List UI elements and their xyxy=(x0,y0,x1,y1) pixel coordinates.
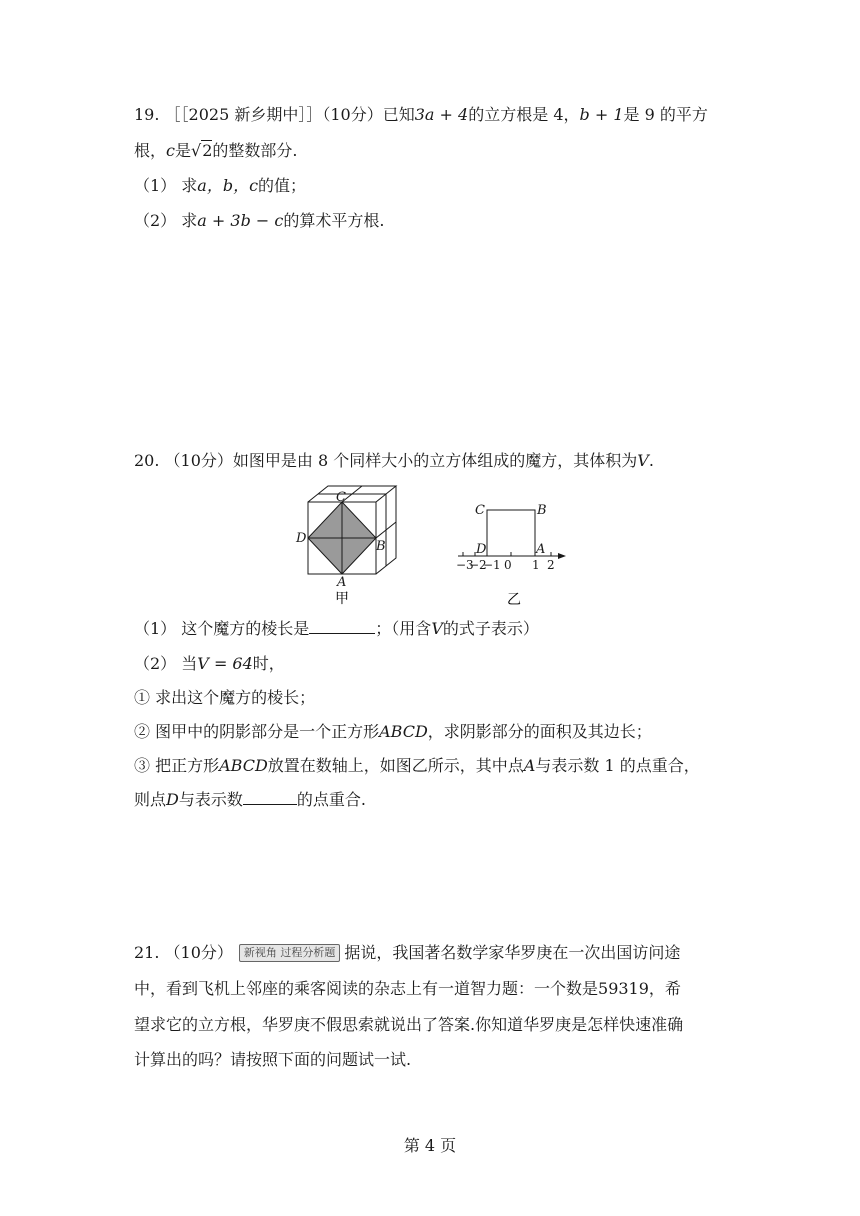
q20-sub3-text: 的点重合. xyxy=(296,790,366,809)
tick-label: −1 xyxy=(483,558,501,572)
q19-part1-vars: a，b，c xyxy=(197,176,259,195)
figure-yi xyxy=(452,498,582,608)
q20-part1-hint: 的式子表示） xyxy=(442,619,539,638)
q19-part2-label: （2） xyxy=(134,211,177,230)
q20-line1 xyxy=(134,451,654,471)
jia-caption: 甲 xyxy=(335,591,349,607)
q20-part1-label: （1） xyxy=(134,619,177,638)
q19-part2 xyxy=(134,211,384,231)
q21-tag-badge: 新视角 过程分析题 xyxy=(239,944,341,962)
q20-part1-text: 这个魔方的棱长是 xyxy=(181,619,310,638)
q20-part1-hint: ；（用含 xyxy=(375,619,432,638)
q20-stem-end: . xyxy=(648,451,654,470)
number-line-arrow-icon xyxy=(558,553,566,559)
yi-label-c: C xyxy=(475,503,485,518)
q19-expr2: b + 1 xyxy=(579,105,624,124)
q20-sub3-line2 xyxy=(134,790,366,810)
answer-blank[interactable] xyxy=(243,790,297,805)
q20-part1-var: V xyxy=(431,619,443,638)
q19-stem-text: 根， xyxy=(134,141,167,160)
q21-number: 21. xyxy=(134,943,160,962)
q19-part1-label: （1） xyxy=(134,176,177,195)
q20-sub2-text: ② 图甲中的阴影部分是一个正方形 xyxy=(134,722,380,741)
page-number: 第 4 页 xyxy=(403,1136,457,1155)
q19-line1 xyxy=(134,105,708,125)
q19-sqrt-num: 2 xyxy=(202,141,213,160)
q19-line2 xyxy=(134,141,297,161)
q20-part1 xyxy=(134,619,539,639)
q20-points: （10分） xyxy=(164,451,233,470)
q20-part2-label: （2） xyxy=(134,654,177,673)
q20-part2-text: 当 xyxy=(181,654,198,673)
q20-sub3-text: 放置在数轴上，如图乙所示，其中点 xyxy=(267,756,524,775)
q20-sub3-text: 与表示数 xyxy=(178,790,243,809)
q20-part2-text: 时， xyxy=(252,654,285,673)
tick-label: 0 xyxy=(504,558,512,572)
yi-label-a: A xyxy=(536,542,546,557)
q19-number: 19. xyxy=(134,105,160,124)
yi-label-d: D xyxy=(476,542,487,557)
q19-points: （10分） xyxy=(322,105,383,124)
q21-line2 xyxy=(134,979,681,999)
q19-part2-expr: a + 3b − c xyxy=(197,211,284,230)
q20-sub2-text: ，求阴影部分的面积及其边长； xyxy=(427,722,652,741)
q20-part2 xyxy=(134,654,285,674)
q21-text: 计算出的吗？请按照下面的问题试一试. xyxy=(134,1050,412,1069)
figure-jia xyxy=(292,482,422,608)
q20-sub2-var: ABCD xyxy=(379,722,428,741)
q19-stem-text: 是 9 的平方 xyxy=(623,105,708,124)
answer-blank[interactable] xyxy=(309,619,375,634)
q20-sub2 xyxy=(134,722,652,742)
q19-part2-text: 的算术平方根. xyxy=(283,211,385,230)
q21-text: ，希 xyxy=(648,979,681,998)
yi-square-abcd xyxy=(487,510,535,556)
q19-source: ［［2025 新乡期中］］ xyxy=(164,105,323,124)
q19-stem-text: 已知 xyxy=(382,105,415,124)
q19-part2-text: 求 xyxy=(181,211,198,230)
q20-var-v: V xyxy=(637,451,649,470)
q19-part1 xyxy=(134,176,306,196)
q20-sub1 xyxy=(134,688,315,708)
q20-sub3-text: ③ 把正方形 xyxy=(134,756,220,775)
jia-label-a: A xyxy=(337,575,347,590)
yi-label-b: B xyxy=(537,503,547,518)
jia-label-b: B xyxy=(376,539,386,554)
q20-part2-expr: V = 64 xyxy=(197,654,253,673)
tick-label: 2 xyxy=(547,558,555,572)
q20-stem: 如图甲是由 8 个同样大小的立方体组成的魔方，其体积为 xyxy=(232,451,638,470)
q20-sub3-line1 xyxy=(134,756,700,776)
sqrt-radical-icon: √ xyxy=(191,141,202,160)
q20-sub3-var-d: D xyxy=(166,790,179,809)
yi-caption: 乙 xyxy=(507,592,521,608)
q19-expr1: 3a + 4 xyxy=(414,105,469,124)
q20-sub3-text: 与表示数 1 的点重合， xyxy=(535,756,700,775)
q19-stem-text: 的整数部分. xyxy=(212,141,298,160)
q21-text: 中，看到飞机上邻座的乘客阅读的杂志上有一道智力题：一个数是 xyxy=(134,979,599,998)
q21-text: 望求它的立方根，华罗庚不假思索就说出了答案.你知道华罗庚是怎样快速准确 xyxy=(134,1015,684,1034)
q19-part1-text: 的值； xyxy=(258,176,307,195)
q19-stem-text: 是 xyxy=(174,141,191,160)
q20-sub1-text: ① 求出这个魔方的棱长； xyxy=(134,688,316,707)
jia-label-d: D xyxy=(296,531,307,546)
q19-part1-text: 求 xyxy=(181,176,198,195)
q20-sub3-text: 则点 xyxy=(134,790,167,809)
q19-var-c: c xyxy=(166,141,175,160)
q20-number: 20. xyxy=(134,451,160,470)
q21-points: （10分） xyxy=(164,943,233,962)
q19-stem-text: 的立方根是 4， xyxy=(468,105,580,124)
q21-text: 据说，我国著名数学家华罗庚在一次出国访问途 xyxy=(344,943,681,962)
q21-number-value: 59319 xyxy=(598,979,649,998)
q21-line4 xyxy=(134,1050,411,1070)
tick-label: −3 xyxy=(456,558,474,572)
q20-sub3-var: ABCD xyxy=(219,756,268,775)
q21-line3 xyxy=(134,1015,683,1035)
q20-sub3-var-a: A xyxy=(523,756,536,775)
jia-label-c: C xyxy=(336,490,346,505)
tick-label: 1 xyxy=(532,558,540,572)
tick-label: −2 xyxy=(469,558,487,572)
q21-line1 xyxy=(134,943,680,963)
